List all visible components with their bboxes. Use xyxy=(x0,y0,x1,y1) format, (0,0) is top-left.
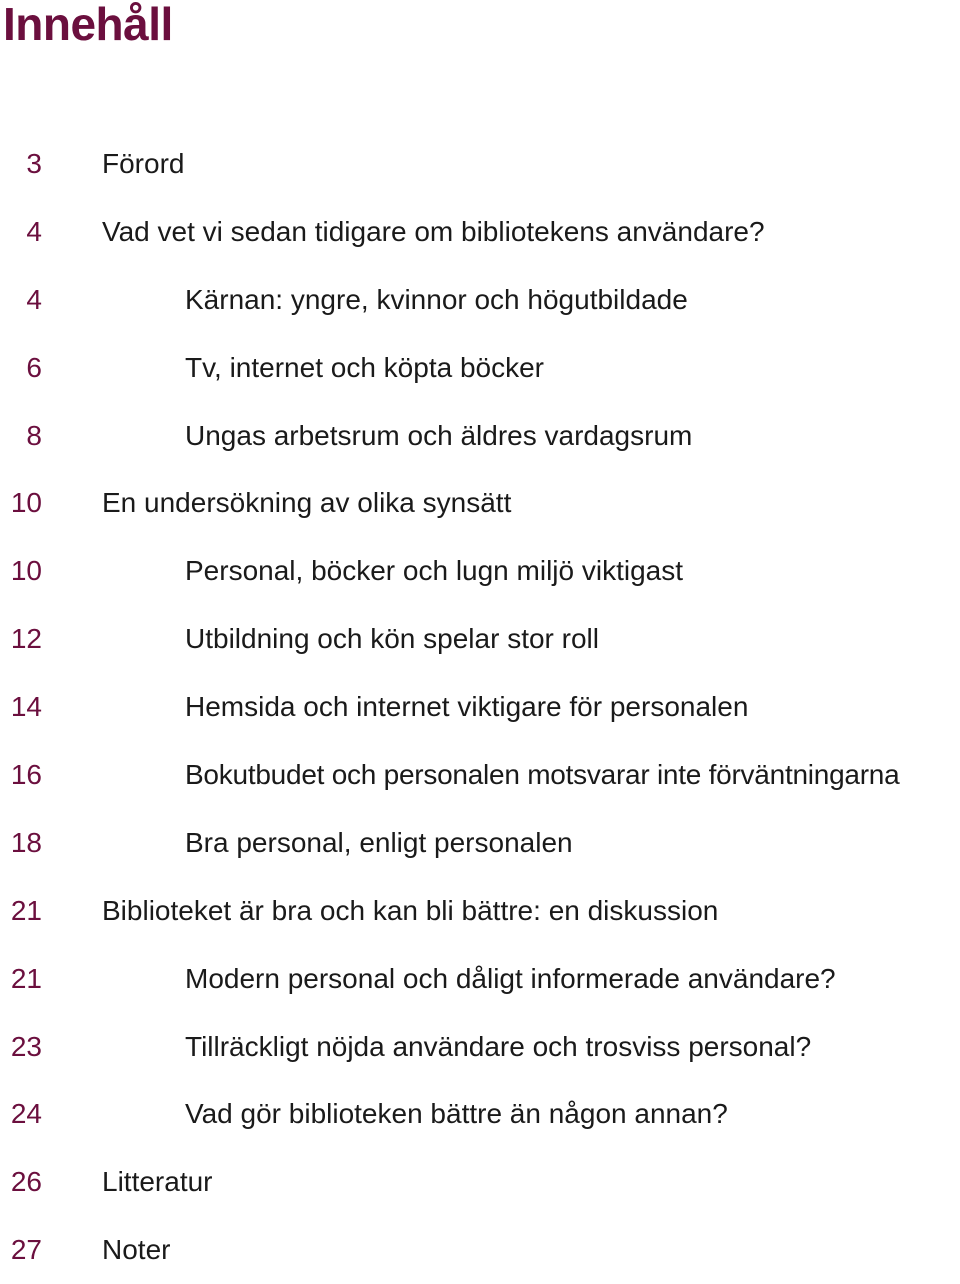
toc-entry-title: Tv, internet och köpta böcker xyxy=(185,351,544,383)
toc-entry-title: Förord xyxy=(102,148,185,179)
toc-page-number: 12 xyxy=(10,623,42,655)
toc-subentry xyxy=(0,1080,960,1148)
toc-subentry xyxy=(0,402,960,470)
toc-page-number: 21 xyxy=(10,962,42,994)
toc-page-number: 21 xyxy=(10,894,42,926)
toc-subentry xyxy=(0,741,960,809)
toc-entry-title: Personal, böcker och lugn miljö viktigast xyxy=(185,555,684,587)
toc-subentry xyxy=(0,809,960,877)
toc-entry-title: En undersökning av olika synsätt xyxy=(102,487,512,519)
toc-entry-title: Tillräckligt nöjda användare och trosviss personal? xyxy=(185,1030,812,1062)
table-of-contents xyxy=(0,130,960,1284)
toc-page-number: 18 xyxy=(10,826,42,858)
toc-subentry xyxy=(0,673,960,741)
toc-subentry xyxy=(0,1013,960,1081)
toc-entry-title: Bokutbudet och personalen motsvarar inte förväntningarna xyxy=(185,759,900,791)
toc-entry-title: Ungas arbetsrum och äldres vardagsrum xyxy=(185,419,693,451)
toc-page-number: 24 xyxy=(10,1098,42,1130)
toc-page-number: 23 xyxy=(10,1030,42,1062)
toc-entry-title: Biblioteket är bra och kan bli bättre: en diskussion xyxy=(102,894,719,926)
toc-entry-title: Modern personal och dåligt informerade användare? xyxy=(185,962,836,994)
toc-entry-title: Noter xyxy=(102,1234,171,1266)
toc-page-number: 10 xyxy=(10,555,42,587)
toc-entry-title: Utbildning och kön spelar stor roll xyxy=(185,623,599,655)
toc-page-number: 10 xyxy=(10,487,42,519)
toc-page-number: 3 xyxy=(26,148,42,179)
toc-subentry xyxy=(0,537,960,605)
toc-entry xyxy=(0,877,960,945)
toc-entry-title: Kärnan: yngre, kvinnor och högutbildade xyxy=(185,283,688,315)
toc-page-number: 26 xyxy=(10,1166,42,1198)
toc-page-number: 4 xyxy=(26,215,42,247)
toc-entry xyxy=(0,1148,960,1216)
toc-page-number: 14 xyxy=(10,691,42,723)
toc-entry-title: Litteratur xyxy=(102,1166,213,1198)
toc-subentry xyxy=(0,334,960,402)
toc-subentry xyxy=(0,266,960,334)
page-title: Innehåll xyxy=(3,0,173,50)
toc-subentry xyxy=(0,605,960,673)
toc-page-number: 6 xyxy=(26,351,42,383)
toc-entry xyxy=(0,130,960,198)
toc-entry-title: Vad gör biblioteken bättre än någon annan? xyxy=(185,1098,728,1130)
toc-page-number: 4 xyxy=(26,283,42,315)
toc-page-number: 8 xyxy=(26,419,42,451)
toc-entry-title: Hemsida och internet viktigare för personalen xyxy=(185,691,749,723)
toc-entry xyxy=(0,198,960,266)
toc-entry-title: Bra personal, enligt personalen xyxy=(185,826,573,858)
toc-page-number: 27 xyxy=(10,1234,42,1266)
toc-entry xyxy=(0,1216,960,1284)
toc-entry-title: Vad vet vi sedan tidigare om bibliotekens användare? xyxy=(102,215,765,247)
toc-entry xyxy=(0,469,960,537)
toc-subentry xyxy=(0,945,960,1013)
toc-page-number: 16 xyxy=(10,759,42,791)
